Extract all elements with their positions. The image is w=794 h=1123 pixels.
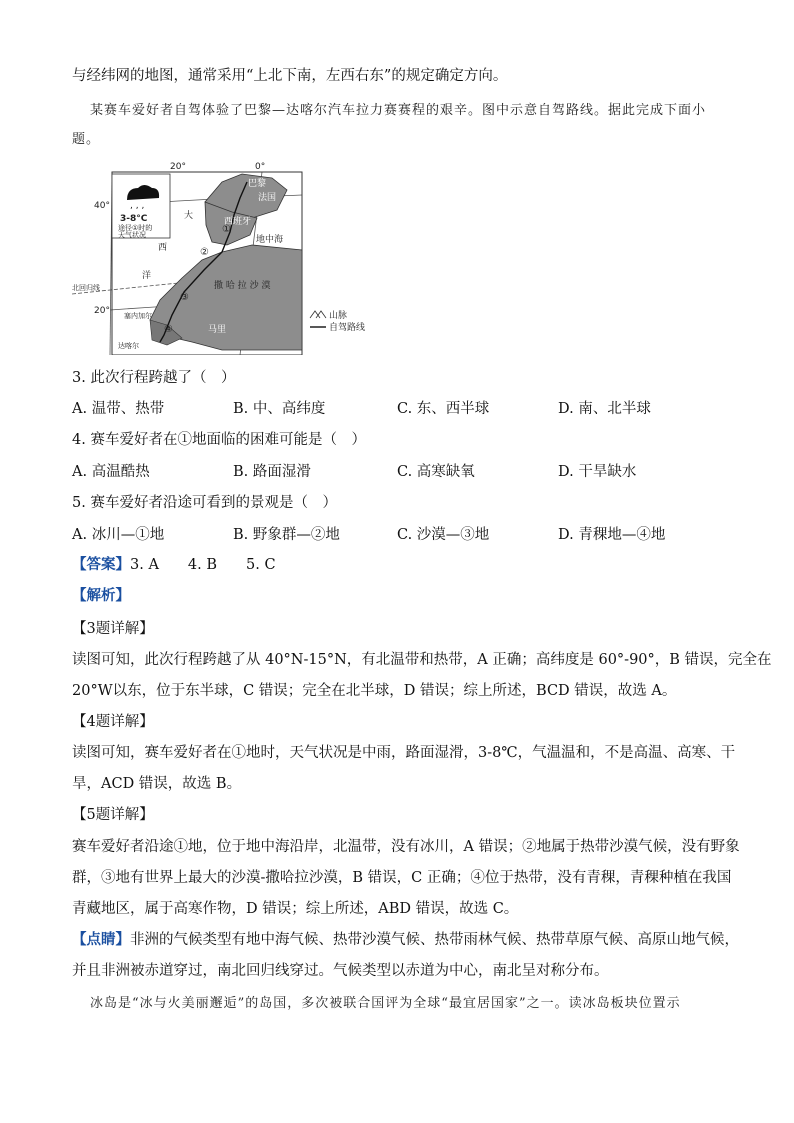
label-med: 地中海 [256, 235, 284, 245]
q5-option-c[interactable]: C. 沙漠—③地 [397, 527, 490, 543]
q4-stem: 4. 赛车爱好者在①地面临的困难可能是（ ） [72, 432, 366, 448]
label-dakar: 达喀尔 [118, 342, 139, 350]
detail-5-line-1: 赛车爱好者沿途①地，位于地中海沿岸，北温带，没有冰川，A 错误；②地属于热带沙漠气候，没有野象 [72, 839, 740, 855]
detail-3-line-2: 20°W以东，位于东半球，C 错误；完全在北半球，D 错误；综上所述，BCD 错误，故选 A。 [72, 683, 677, 699]
lon-20: 20° [170, 162, 186, 172]
next-material: 冰岛是“冰与火美丽邂逅”的岛国，多次被联合国评为全球“最宜居国家”之一。读冰岛板块位置示 [90, 996, 681, 1011]
lon-0: 0° [255, 162, 266, 172]
tip-line-1 [72, 930, 739, 950]
label-senegal: 塞内加尔 [124, 312, 152, 320]
q3-option-d[interactable]: D. 南、北半球 [558, 401, 651, 417]
inset-caption: 途径①时的 [118, 224, 153, 232]
tip-text-1: 非洲的气候类型有地中海气候、热带沙漠气候、热带雨林气候、热带草原气候、高原山地气候， [130, 932, 739, 948]
marker-1: ① [222, 224, 231, 235]
label-ocean-1: 大 [184, 211, 194, 221]
answer-line [72, 555, 276, 575]
detail-5-line-3: 青藏地区，属于高寒作物，D 错误；综上所述，ABD 错误，故选 C。 [72, 901, 519, 917]
q5-option-b[interactable]: B. 野象群—②地 [233, 527, 340, 543]
label-ocean-3: 洋 [142, 271, 152, 281]
label-sahara: 撒 哈 拉 沙 漠 [214, 281, 271, 291]
label-france: 法国 [258, 193, 277, 203]
q4-option-a[interactable]: A. 高温酷热 [72, 464, 150, 480]
legend-mountain: 山脉 [329, 311, 348, 321]
inset-caption-2: 天气状况 [118, 231, 146, 239]
tropic-label: 北回归线 [72, 284, 100, 292]
q5-option-a[interactable]: A. 冰川—①地 [72, 527, 165, 543]
detail-5-title: 【5题详解】 [72, 807, 154, 823]
detail-4-line-2: 旱，ACD 错误，故选 B。 [72, 776, 242, 792]
intro-line: 与经纬网的地图，通常采用“上北下南，左西右东”的规定确定方向。 [72, 68, 508, 84]
q4-option-c[interactable]: C. 高寒缺氧 [397, 464, 475, 480]
answer-text: 3. A 4. B 5. C [130, 557, 276, 573]
rain-drops-icon: , , , [130, 201, 145, 211]
q5-option-d[interactable]: D. 青稞地—④地 [558, 527, 666, 543]
detail-3-line-1: 读图可知，此次行程跨越了从 40°N-15°N，有北温带和热带，A 正确；高纬度是 60°-90°，B 错误，完全在 [72, 652, 772, 668]
tip-tag: 【点睛】 [72, 931, 130, 948]
detail-5-line-2: 群，③地有世界上最大的沙漠-撒哈拉沙漠，B 错误，C 正确；④位于热带，没有青稞，青稞种植在我国 [72, 870, 732, 886]
q3-option-c[interactable]: C. 东、西半球 [397, 401, 490, 417]
label-mali: 马里 [208, 325, 227, 335]
marker-2: ② [200, 247, 209, 258]
material-text: 某赛车爱好者自驾体验了巴黎—达喀尔汽车拉力赛赛程的艰辛。图中示意自驾路线。据此完成下面小 [90, 103, 707, 118]
answer-tag: 【答案】 [72, 556, 130, 573]
q4-option-b[interactable]: B. 路面湿滑 [233, 464, 311, 480]
label-ocean-2: 西 [158, 243, 168, 253]
detail-4-title: 【4题详解】 [72, 714, 154, 730]
lat-40: 40° [94, 201, 110, 211]
marker-4: ④ [164, 324, 173, 335]
q5-stem: 5. 赛车爱好者沿途可看到的景观是（ ） [72, 495, 337, 511]
lat-20: 20° [94, 306, 110, 316]
detail-4-line-1: 读图可知，赛车爱好者在①地时，天气状况是中雨，路面湿滑，3-8℃，气温温和，不是高温、高寒、干 [72, 745, 736, 761]
q4-option-d[interactable]: D. 干旱缺水 [558, 464, 637, 480]
detail-3-title: 【3题详解】 [72, 621, 154, 637]
analysis-tag: 【解析】 [72, 587, 130, 604]
q3-stem: 3. 此次行程跨越了（ ） [72, 370, 236, 386]
tip-line-2: 并且非洲被赤道穿过，南北回归线穿过。气候类型以赤道为中心，南北呈对称分布。 [72, 963, 609, 979]
material-text-cont: 题。 [72, 132, 101, 147]
label-spain: 西班牙 [224, 217, 252, 227]
route-map [72, 160, 372, 355]
mountain-legend-icon [310, 311, 326, 318]
q3-option-a[interactable]: A. 温带、热带 [72, 401, 165, 417]
legend-route: 自驾路线 [329, 323, 366, 333]
q3-option-b[interactable]: B. 中、高纬度 [233, 401, 326, 417]
marker-3: ③ [180, 292, 189, 303]
label-paris: 巴黎 [248, 179, 267, 189]
inset-temp: 3-8°C [120, 214, 148, 224]
